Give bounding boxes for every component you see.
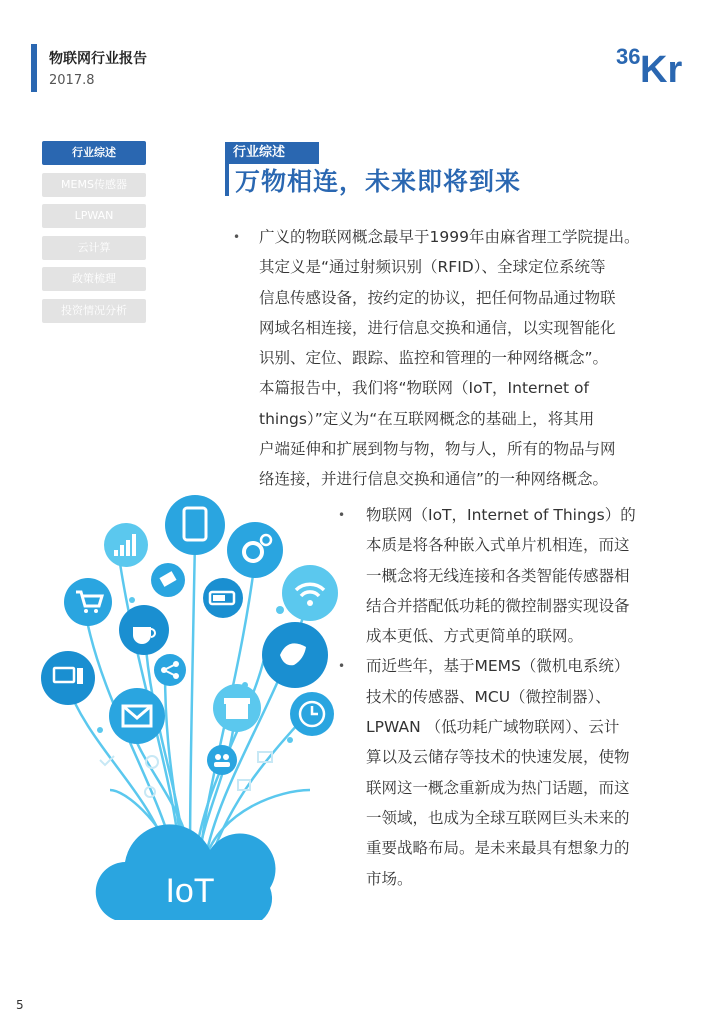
nav-item-overview[interactable]: 行业综述	[42, 141, 146, 165]
detail-paragraphs	[338, 500, 668, 894]
text-line: 户端延伸和扩展到物与物，物与人，所有的物品与网	[259, 440, 616, 459]
text-line: 网域名相连接，进行信息交换和通信，以实现智能化	[259, 318, 616, 337]
text-line: 重要战略布局。是未来最具有想象力的	[366, 839, 630, 858]
iot-cloud-label: IoT	[165, 872, 215, 910]
svg-text:36: 36	[616, 44, 641, 69]
section-nav	[42, 141, 146, 330]
report-date: 2017.8	[49, 73, 95, 88]
36kr-logo	[616, 40, 692, 84]
gift-icon	[213, 684, 261, 732]
text-line: 信息传感设备，按约定的协议，把任何物品通过物联	[259, 288, 616, 307]
iot-tree-illustration	[40, 490, 340, 930]
clock-icon	[290, 692, 334, 736]
nav-item-lpwan[interactable]: LPWAN	[42, 204, 146, 228]
section-title: 万物相连，未来即将到来	[235, 167, 522, 196]
bullet: •	[338, 659, 346, 674]
coffee-icon	[119, 605, 169, 655]
text-line: 识别、定位、跟踪、监控和管理的一种网络概念”。	[259, 349, 609, 368]
satellite-icon	[151, 563, 185, 597]
phone-icon	[165, 495, 225, 555]
text-line: 联网这一概念重新成为热门话题，而这	[366, 778, 630, 797]
mail-icon	[109, 688, 165, 744]
text-line: things）”定义为“在互联网概念的基础上，将其用	[259, 409, 595, 428]
text-line: 一概念将无线连接和各类智能传感器相	[366, 566, 630, 585]
text-line: 本篇报告中，我们将“物联网（IoT，Internet of	[259, 379, 589, 398]
bullet-item-essence	[338, 500, 668, 651]
battery-icon	[203, 578, 243, 618]
bullet: •	[338, 508, 346, 522]
text-line: 其定义是“通过射频识别（RFID）、全球定位系统等	[259, 258, 606, 277]
people-icon	[207, 745, 237, 775]
text-line: 成本更低、方式更简单的联网。	[366, 627, 584, 646]
text-line: 一领域，也成为全球互联网巨头未来的	[366, 808, 630, 827]
text-line: 物联网（IoT，Internet of Things）的	[366, 506, 636, 524]
report-title: 物联网行业报告	[49, 51, 147, 67]
gear-icon	[227, 522, 283, 578]
computer-icon	[41, 651, 95, 705]
header-accent-bar	[31, 44, 37, 92]
page-number: 5	[16, 998, 24, 1012]
bullet-item-trends	[338, 651, 668, 893]
text-line: 而近些年，基于MEMS（微机电系统）	[366, 657, 630, 676]
nav-item-investment[interactable]: 投资情况分析	[42, 299, 146, 323]
chart-icon	[104, 523, 148, 567]
bird-icon	[262, 622, 328, 688]
svg-text:Kr: Kr	[640, 49, 683, 84]
nav-item-policy[interactable]: 政策梳理	[42, 267, 146, 291]
intro-paragraph	[233, 222, 673, 495]
text-line: 本质是将各种嵌入式单片机相连，而这	[366, 536, 630, 555]
text-line: 结合并搭配低功耗的微控制器实现设备	[366, 596, 630, 615]
text-line: 技术的传感器、MCU（微控制器）、	[366, 687, 611, 706]
text-line: 市场。	[366, 869, 413, 888]
wifi-icon	[282, 565, 338, 621]
nav-item-mems[interactable]: MEMS传感器	[42, 173, 146, 197]
text-line: LPWAN （低功耗广域物联网）、云计	[366, 718, 620, 737]
section-tag: 行业综述	[225, 142, 319, 164]
share-icon	[154, 654, 186, 686]
nav-item-cloud[interactable]: 云计算	[42, 236, 146, 260]
text-line: 络连接，并进行信息交换和通信”的一种网络概念。	[259, 470, 609, 489]
section-title-bar	[225, 164, 229, 196]
text-line: 广义的物联网概念最早于1999年由麻省理工学院提出。	[259, 228, 640, 246]
text-line: 算以及云储存等技术的快速发展，使物	[366, 748, 630, 767]
iot-cloud	[96, 824, 276, 920]
cart-icon	[64, 578, 112, 626]
bullet: •	[233, 230, 241, 244]
